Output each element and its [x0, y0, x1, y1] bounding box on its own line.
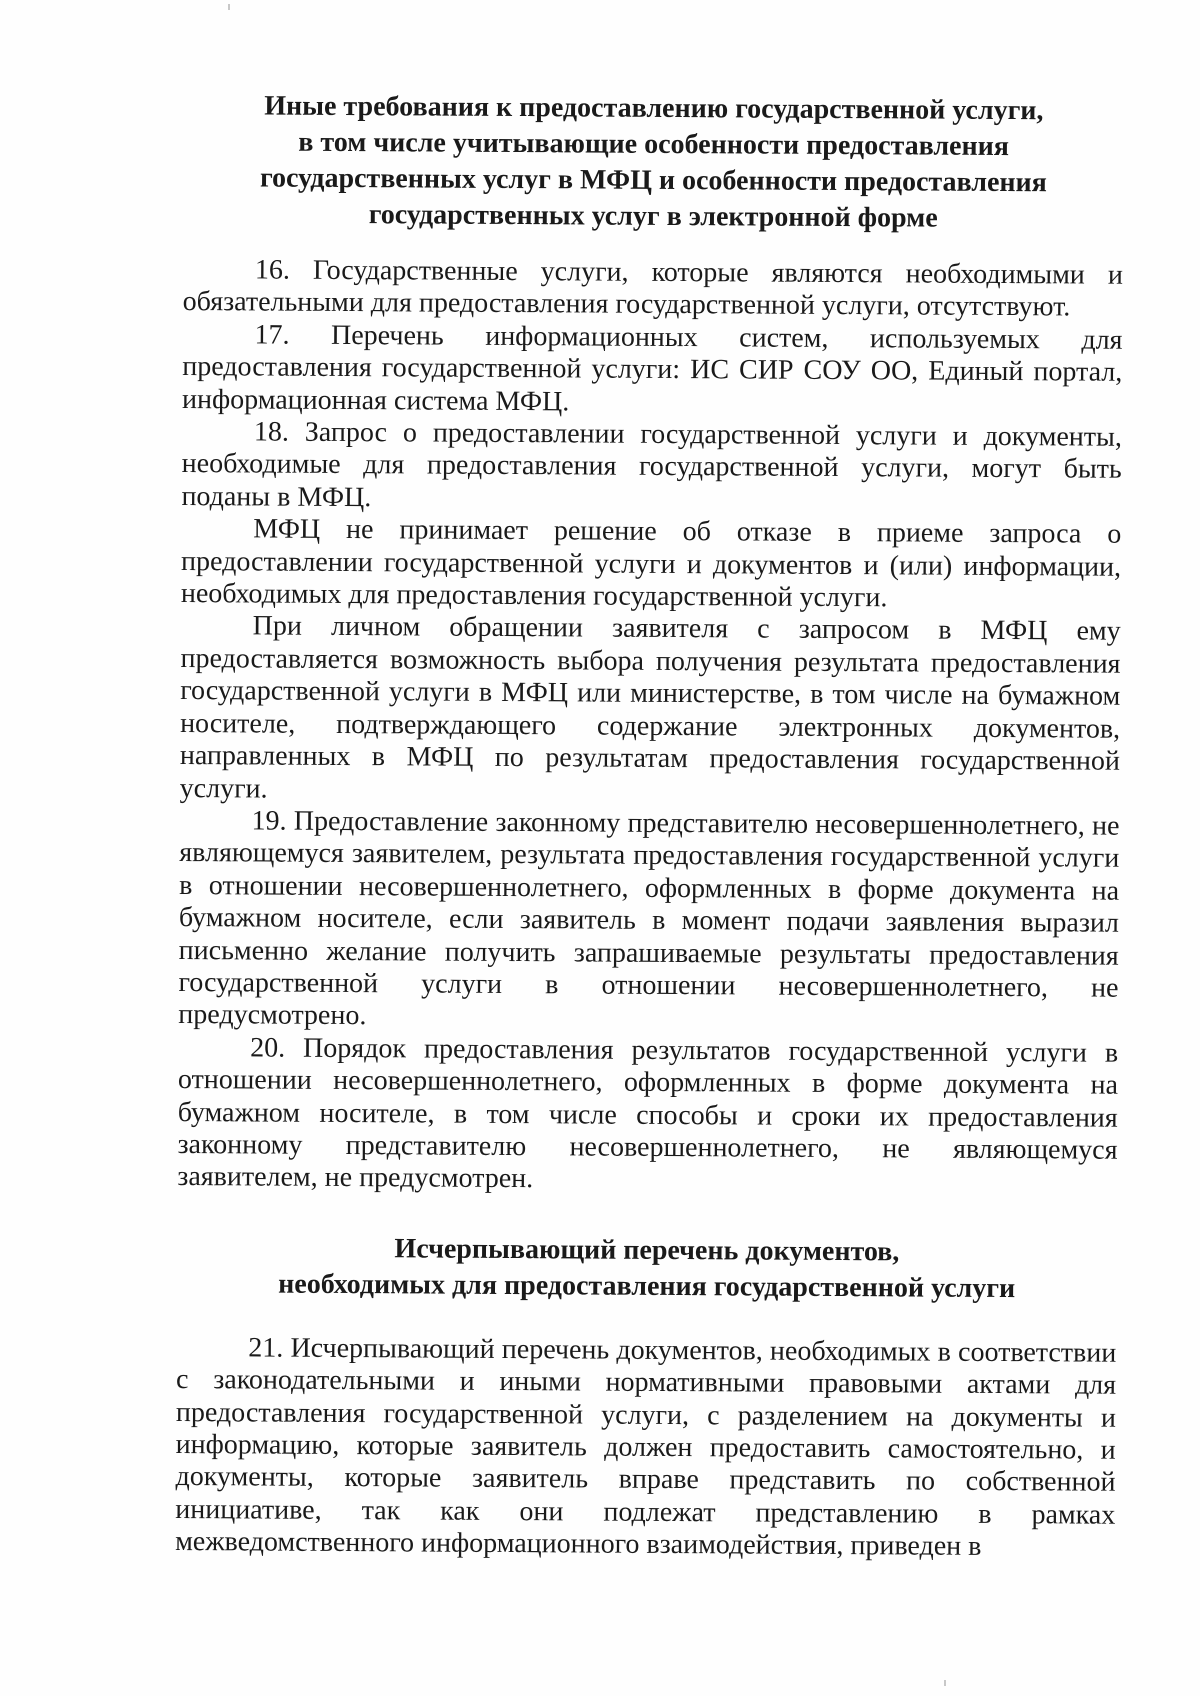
paragraph-18-personal-visit: При личном обращении заявителя с запросом в МФЦ ему предоставляется возможность выбора получения результата предоставления государственной услуги в МФЦ или министерстве, в том числе на бумажном носителе, подтверждающего содержание электронных документов, направленных в МФЦ по результатам предоставления государственной услуги. — [179, 610, 1121, 805]
paragraph-18: 18. Запрос о предоставлении государственной услуги и документы, необходимые для предоставления государственной услуги, могут быть поданы в МФЦ. — [181, 416, 1122, 513]
heading-line: в том числе учитывающие особенности предоставления — [298, 126, 1010, 163]
paragraph-16: 16. Государственные услуги, которые являются необходимыми и обязательными для предоставления государственной услуги, отсутствуют. — [182, 254, 1123, 323]
paragraph-18-mfc-no-refusal: МФЦ не принимает решение об отказе в приеме запроса о предоставлении государственной услуги и документов и (или) информации, необходимых для предоставления государственной услуги. — [180, 513, 1122, 614]
heading-line: Исчерпывающий перечень документов, — [394, 1233, 900, 1268]
section-heading-documents-list — [177, 1230, 1117, 1308]
heading-line: Иные требования к предоставлению государственной услуги, — [264, 90, 1044, 127]
paragraph-21: 21. Исчерпывающий перечень документов, необходимых в соответствии с законодательными и иными нормативными правовыми актами для предоставления государственной услуги, с разделением на документы и информацию, которые заявитель должен предоставить самостоятельно, и документы, которые заявитель вправе представить по собственной инициативе, так как они подлежат представлению в рамках межведомственного информационного взаимодействия, приведен в — [175, 1332, 1117, 1563]
scan-artifact — [944, 1680, 946, 1686]
heading-line: необходимых для предоставления государственной услуги — [278, 1268, 1016, 1304]
paragraph-20: 20. Порядок предоставления результатов государственной услуги в отношении несовершеннолетнего, оформленных в форме документа на бумажном носителе, в том числе способы и сроки их предоставления законному представителю несовершеннолетнего, не являющемуся заявителем, не предусмотрен. — [177, 1032, 1119, 1195]
section-heading-other-requirements — [183, 88, 1124, 238]
heading-line: государственных услуг в МФЦ и особенности предоставления — [259, 162, 1047, 199]
heading-line: государственных услуг в электронной форме — [368, 199, 938, 234]
scan-artifact — [228, 4, 230, 10]
document-body — [175, 88, 1124, 1564]
paragraph-17: 17. Перечень информационных систем, используемых для предоставления государственной услуги: ИС СИР СОУ ОО, Единый портал, информационная система МФЦ. — [182, 319, 1123, 417]
paragraph-19: 19. Предоставление законному представителю несовершеннолетнего, не являющемуся заявителем, результата предоставления государственной услуги в отношении несовершеннолетнего, оформленных в форме документа на бумажном носителе, если заявитель в момент подачи заявления выразил письменно желание получить запрашиваемые результаты предоставления государственной услуги в отношении несовершеннолетнего, не предусмотрено. — [178, 805, 1120, 1032]
